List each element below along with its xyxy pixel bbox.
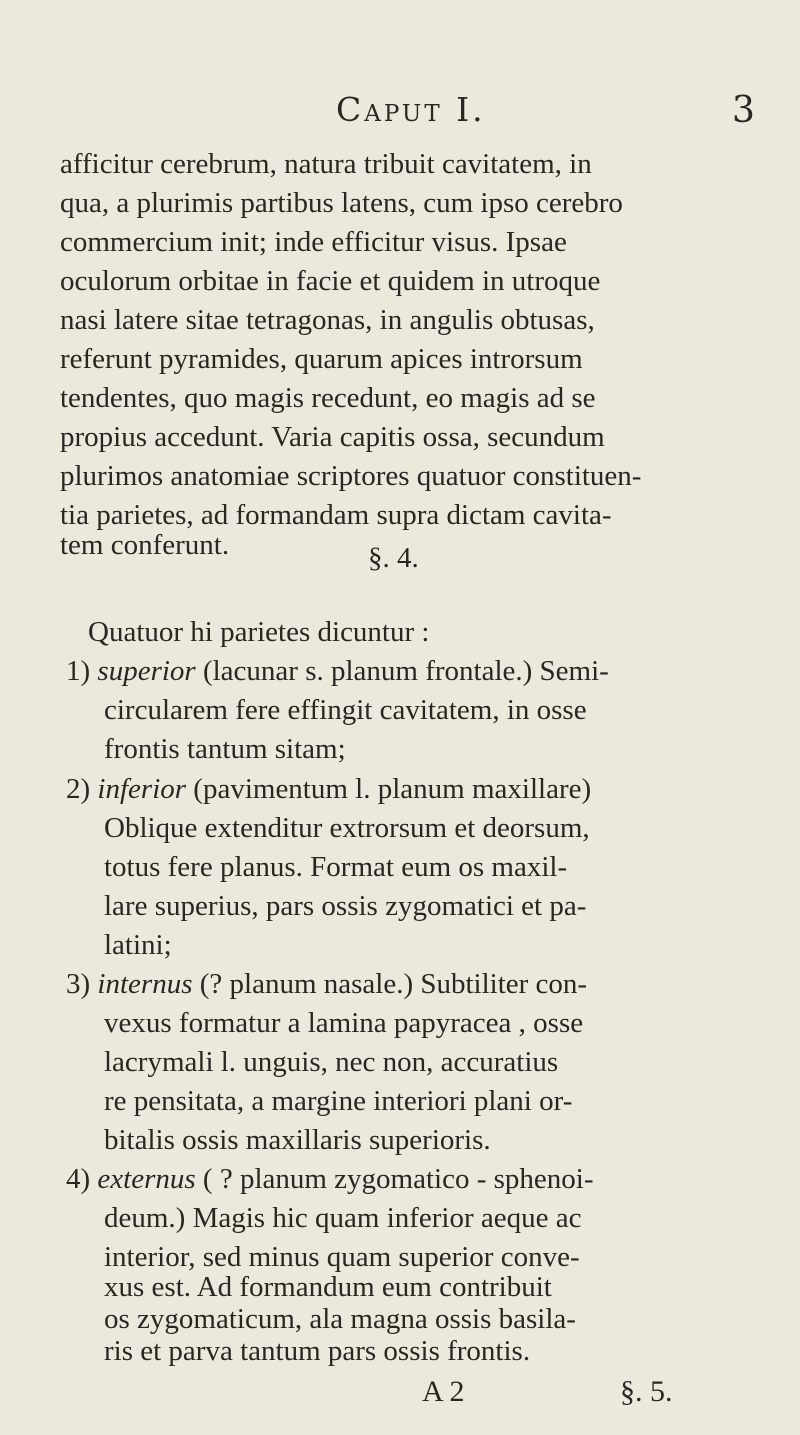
text-line: nasi latere sitae tetragonas, in angulis obtusas, (60, 304, 595, 336)
text-line: bitalis ossis maxillaris superioris. (104, 1124, 491, 1156)
item-number: 4) (66, 1163, 91, 1195)
list-item-first-line (66, 967, 587, 1001)
catchword: §. 5. (620, 1375, 673, 1408)
running-head (0, 90, 800, 140)
text-line: circularem fere effingit cavitatem, in osse (104, 694, 587, 726)
item-term: internus (97, 968, 193, 1000)
item-term: inferior (97, 773, 187, 805)
text-line: latini; (104, 929, 172, 961)
item-term: superior (97, 655, 196, 687)
text-line: afficitur cerebrum, natura tribuit cavitatem, in (60, 148, 592, 180)
text-line: lare superius, pars ossis zygomatici et pa- (104, 890, 587, 922)
text-line: re pensitata, a margine interiori plani or- (104, 1085, 573, 1117)
text-line: propius accedunt. Varia capitis ossa, secundum (60, 421, 605, 453)
text-line: os zygomaticum, ala magna ossis basila- (104, 1303, 576, 1335)
section-heading: §. 4. (368, 542, 419, 574)
text-line: frontis tantum sitam; (104, 733, 346, 765)
text-line: plurimos anatomiae scriptores quatuor constituen- (60, 460, 642, 492)
text-line: vexus formatur a lamina papyracea , osse (104, 1007, 584, 1039)
text-line: lacrymali l. unguis, nec non, accuratius (104, 1046, 559, 1078)
text-line: commercium init; inde efficitur visus. Ipsae (60, 226, 567, 258)
running-title: Caput I. (336, 90, 486, 129)
list-item-first-line (66, 654, 609, 688)
text-line: oculorum orbitae in facie et quidem in utroque (60, 265, 601, 297)
text-line: Oblique extenditur extrorsum et deorsum, (104, 812, 590, 844)
list-item-first-line (66, 772, 591, 806)
text-line: xus est. Ad formandum eum contribuit (104, 1271, 552, 1303)
item-text: (lacunar s. planum frontale.) Semi- (195, 655, 609, 687)
item-text: ( ? planum zygomatico - sphenoi- (195, 1163, 594, 1195)
text-line: totus fere planus. Format eum os maxil- (104, 851, 568, 883)
item-number: 2) (66, 773, 91, 805)
item-term: externus (97, 1163, 196, 1195)
item-text: (? planum nasale.) Subtiliter con- (192, 968, 588, 1000)
text-line: deum.) Magis hic quam inferior aeque ac (104, 1202, 582, 1234)
page-number: 3 (732, 90, 755, 131)
text-line: referunt pyramides, quarum apices introrsum (60, 343, 583, 375)
item-text: (pavimentum l. planum maxillare) (186, 773, 592, 805)
signature-mark: A 2 (422, 1375, 465, 1408)
text-line: interior, sed minus quam superior conve- (104, 1241, 580, 1273)
text-line: qua, a plurimis partibus latens, cum ipso cerebro (60, 187, 623, 219)
page-footer (0, 1375, 800, 1415)
intro-line: Quatuor hi parietes dicuntur : (88, 616, 430, 648)
item-number: 1) (66, 655, 91, 687)
text-line: ris et parva tantum pars ossis frontis. (104, 1335, 531, 1367)
text-line: tia parietes, ad formandam supra dictam cavita- (60, 499, 612, 531)
text-line: tendentes, quo magis recedunt, eo magis ad se (60, 382, 596, 414)
text-line: tem conferunt. (60, 529, 230, 561)
item-number: 3) (66, 968, 91, 1000)
list-item-first-line (66, 1162, 594, 1196)
